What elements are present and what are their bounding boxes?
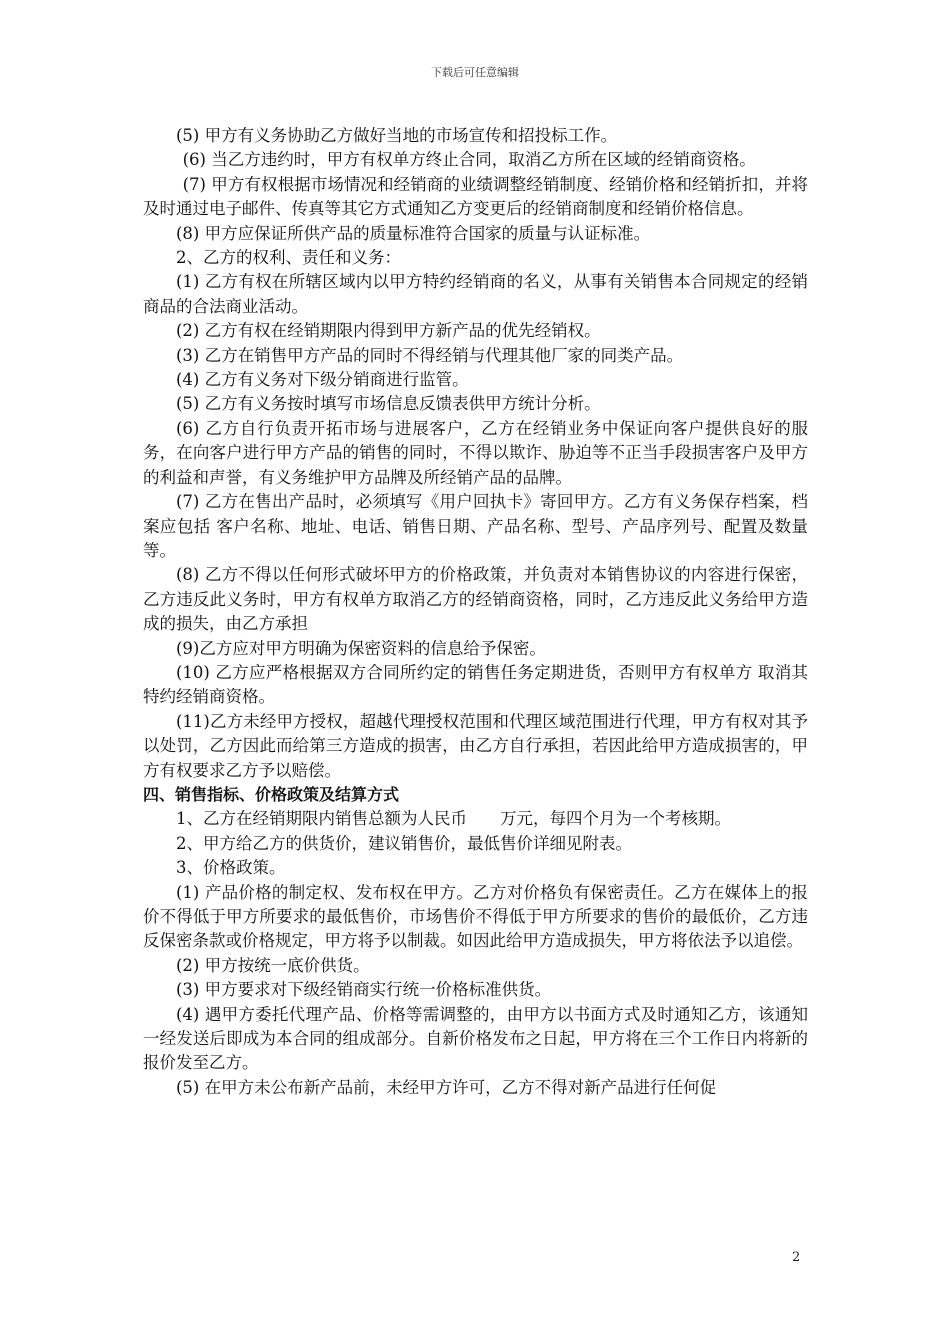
- paragraph: (2) 乙方有权在经销期限内得到甲方新产品的优先经销权。: [176, 321, 601, 341]
- page-header: 下载后可任意编辑: [431, 66, 519, 79]
- paragraph: (4) 乙方有义务对下级分销商进行监管。: [176, 370, 469, 390]
- paragraph: (6) 乙方自行负责开拓市场与进展客户，乙方在经销业务中保证向客户提供良好的服务，在向客户进行甲方产品的销售的同时，不得以欺诈、胁迫等不正当手段损害客户及甲方的利益和声誉，有义务维护甲方品牌及所经销产品的品牌。: [143, 418, 808, 487]
- paragraph: (5) 乙方有义务按时填写市场信息反馈表供甲方统计分析。: [176, 394, 601, 414]
- paragraph: (5) 甲方有义务协助乙方做好当地的市场宣传和招投标工作。: [176, 126, 618, 145]
- document-body: [143, 124, 808, 1100]
- paragraph: 2、甲方给乙方的供货价，建议销售价，最低售价详细见附表。: [176, 833, 632, 853]
- paragraph: (9)乙方应对甲方明确为保密资料的信息给予保密。: [176, 638, 546, 658]
- paragraph: 1、乙方在经销期限内销售总额为人民币 万元，每四个月为一个考核期。: [176, 809, 731, 829]
- paragraph: (5) 在甲方未公布新产品前，未经甲方许可，乙方不得对新产品进行任何促: [176, 1077, 717, 1097]
- paragraph: (2) 甲方按统一底价供货。: [176, 955, 370, 975]
- paragraph: (1) 乙方有权在所辖区域内以甲方特约经销商的名义，从事有关销售本合同规定的经销商品的合法商业活动。: [143, 272, 808, 316]
- paragraph: 3、价格政策。: [176, 858, 286, 878]
- paragraph: (3) 乙方在销售甲方产品的同时不得经销与代理其他厂家的同类产品。: [176, 345, 684, 365]
- paragraph: (6) 当乙方违约时，甲方有权单方终止合同，取消乙方所在区域的经销商资格。: [182, 150, 756, 170]
- paragraph: (7) 乙方在售出产品时，必须填写《用户回执卡》寄回甲方。乙方有义务保存档案，档案应包括 客户名称、地址、电话、销售日期、产品名称、型号、产品序列号、配置及数量等。: [143, 492, 808, 560]
- section-heading: 四、销售指标、价格政策及结算方式: [143, 784, 400, 804]
- paragraph: (8) 乙方不得以任何形式破坏甲方的价格政策，并负责对本销售协议的内容进行保密，乙方违反此义务时，甲方有权单方取消乙方的经销商资格，同时，乙方违反此义务给甲方造成的损失，由乙方承担: [143, 565, 808, 634]
- page-number: 2: [792, 1250, 801, 1265]
- paragraph: (4) 遇甲方委托代理产品、价格等需调整的，由甲方以书面方式及时通知乙方，该通知一经发送后即成为本合同的组成部分。自新价格发布之日起，甲方将在三个工作日内将新的报价发至乙方。: [143, 1004, 808, 1073]
- paragraph: (7) 甲方有权根据市场情况和经销商的业绩调整经销制度、经销价格和经销折扣，并将及时通过电子邮件、传真等其它方式通知乙方变更后的经销商制度和经销价格信息。: [143, 174, 808, 219]
- paragraph: (3) 甲方要求对下级经销商实行统一价格标准供货。: [176, 980, 552, 1000]
- paragraph: (8) 甲方应保证所供产品的质量标准符合国家的质量与认证标准。: [176, 223, 651, 243]
- paragraph: (11)乙方未经甲方授权，超越代理授权范围和代理区域范围进行代理，甲方有权对其予以处罚，乙方因此而给第三方造成的损害，由乙方自行承担，若因此给甲方造成损害的，甲方有权要求乙方予以赔偿。: [143, 711, 808, 780]
- paragraph: (10) 乙方应严格根据双方合同所约定的销售任务定期进货，否则甲方有权单方 取消其特约经销商资格。: [143, 662, 808, 707]
- paragraph: (1) 产品价格的制定权、发布权在甲方。乙方对价格负有保密责任。乙方在媒体上的报价不得低于甲方所要求的最低售价，市场售价不得低于甲方所要求的售价的最低价，乙方违反保密条款或价格规定，甲方将予以制裁。如因此给甲方造成损失，甲方将依法予以追偿。: [143, 882, 808, 951]
- paragraph: 2、乙方的权利、责任和义务：: [176, 248, 401, 268]
